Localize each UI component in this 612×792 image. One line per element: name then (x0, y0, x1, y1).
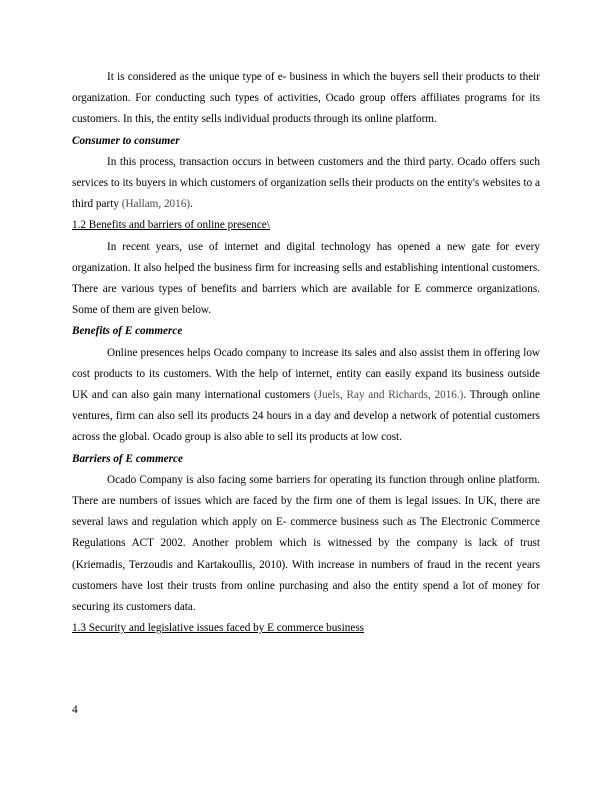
page-body (72, 67, 540, 639)
paragraph-barriers: Ocado Company is also facing some barriers for operating its function through online platform. There are numbers of issues which are faced by the firm one of them is legal issues. In UK, there are several laws and regulation which apply on E- commerce business such as The Electronic Commerce Regulations ACT 2002. Another problem which is witnessed by the company is lack of trust (Kriemadis, Terzoudis and Kartakoullis, 2010). With increase in numbers of fraud in the recent years customers have lost their trusts from online purchasing and also the entity spend a lot of money for securing its customers data. (72, 473, 540, 614)
paragraph-intro: It is considered as the unique type of e- business in which the buyers sell their products to their organization. For conducting such types of activities, Ocado group offers affiliates programs for its customers. In this, the entity sells individual products through its online platform. (72, 71, 540, 126)
heading-barriers: Barriers of E commerce (72, 452, 183, 465)
paragraph-text-end: . Through online ventures, firm can also sell its products 24 hours in a day and develop a network of potential customers across the global. Ocado group is also able to sell its products at low cost. (72, 389, 540, 444)
citation-hallam: (Hallam, 2016) (121, 198, 191, 211)
paragraph-text: Online presences helps Ocado company to increase its sales and also assist them in offering low cost products to its customers. With the help of internet, entity can easily expand its business outside UK and can also gain many international customers (72, 346, 540, 402)
paragraph-text-end: . (190, 198, 193, 211)
heading-benefits: Benefits of E commerce (72, 325, 183, 338)
paragraph-consumer-to-consumer (72, 152, 540, 216)
page-number: 4 (72, 704, 78, 716)
paragraph-benefits (72, 343, 540, 449)
citation-juels: (Juels, Ray and Richards, 2016.) (313, 389, 464, 402)
heading-consumer-to-consumer: Consumer to consumer (72, 134, 180, 147)
paragraph-text: In this process, transaction occurs in between customers and the third party. Ocado offers such services to its buyers in which customers of organization sells their products on the entity's websites to a third party (72, 155, 540, 211)
section-heading-1-3: 1.3 Security and legislative issues faced by E commerce business (72, 622, 365, 635)
paragraph-benefits-barriers: In recent years, use of internet and digital technology has opened a new gate for every organization. It also helped the business firm for increasing sells and establishing intentional customers. There are various types of benefits and barriers which are available for E commerce organizations. Some of them are given below. (72, 240, 540, 317)
section-heading-1-2: 1.2 Benefits and barriers of online presence\ (72, 219, 270, 232)
